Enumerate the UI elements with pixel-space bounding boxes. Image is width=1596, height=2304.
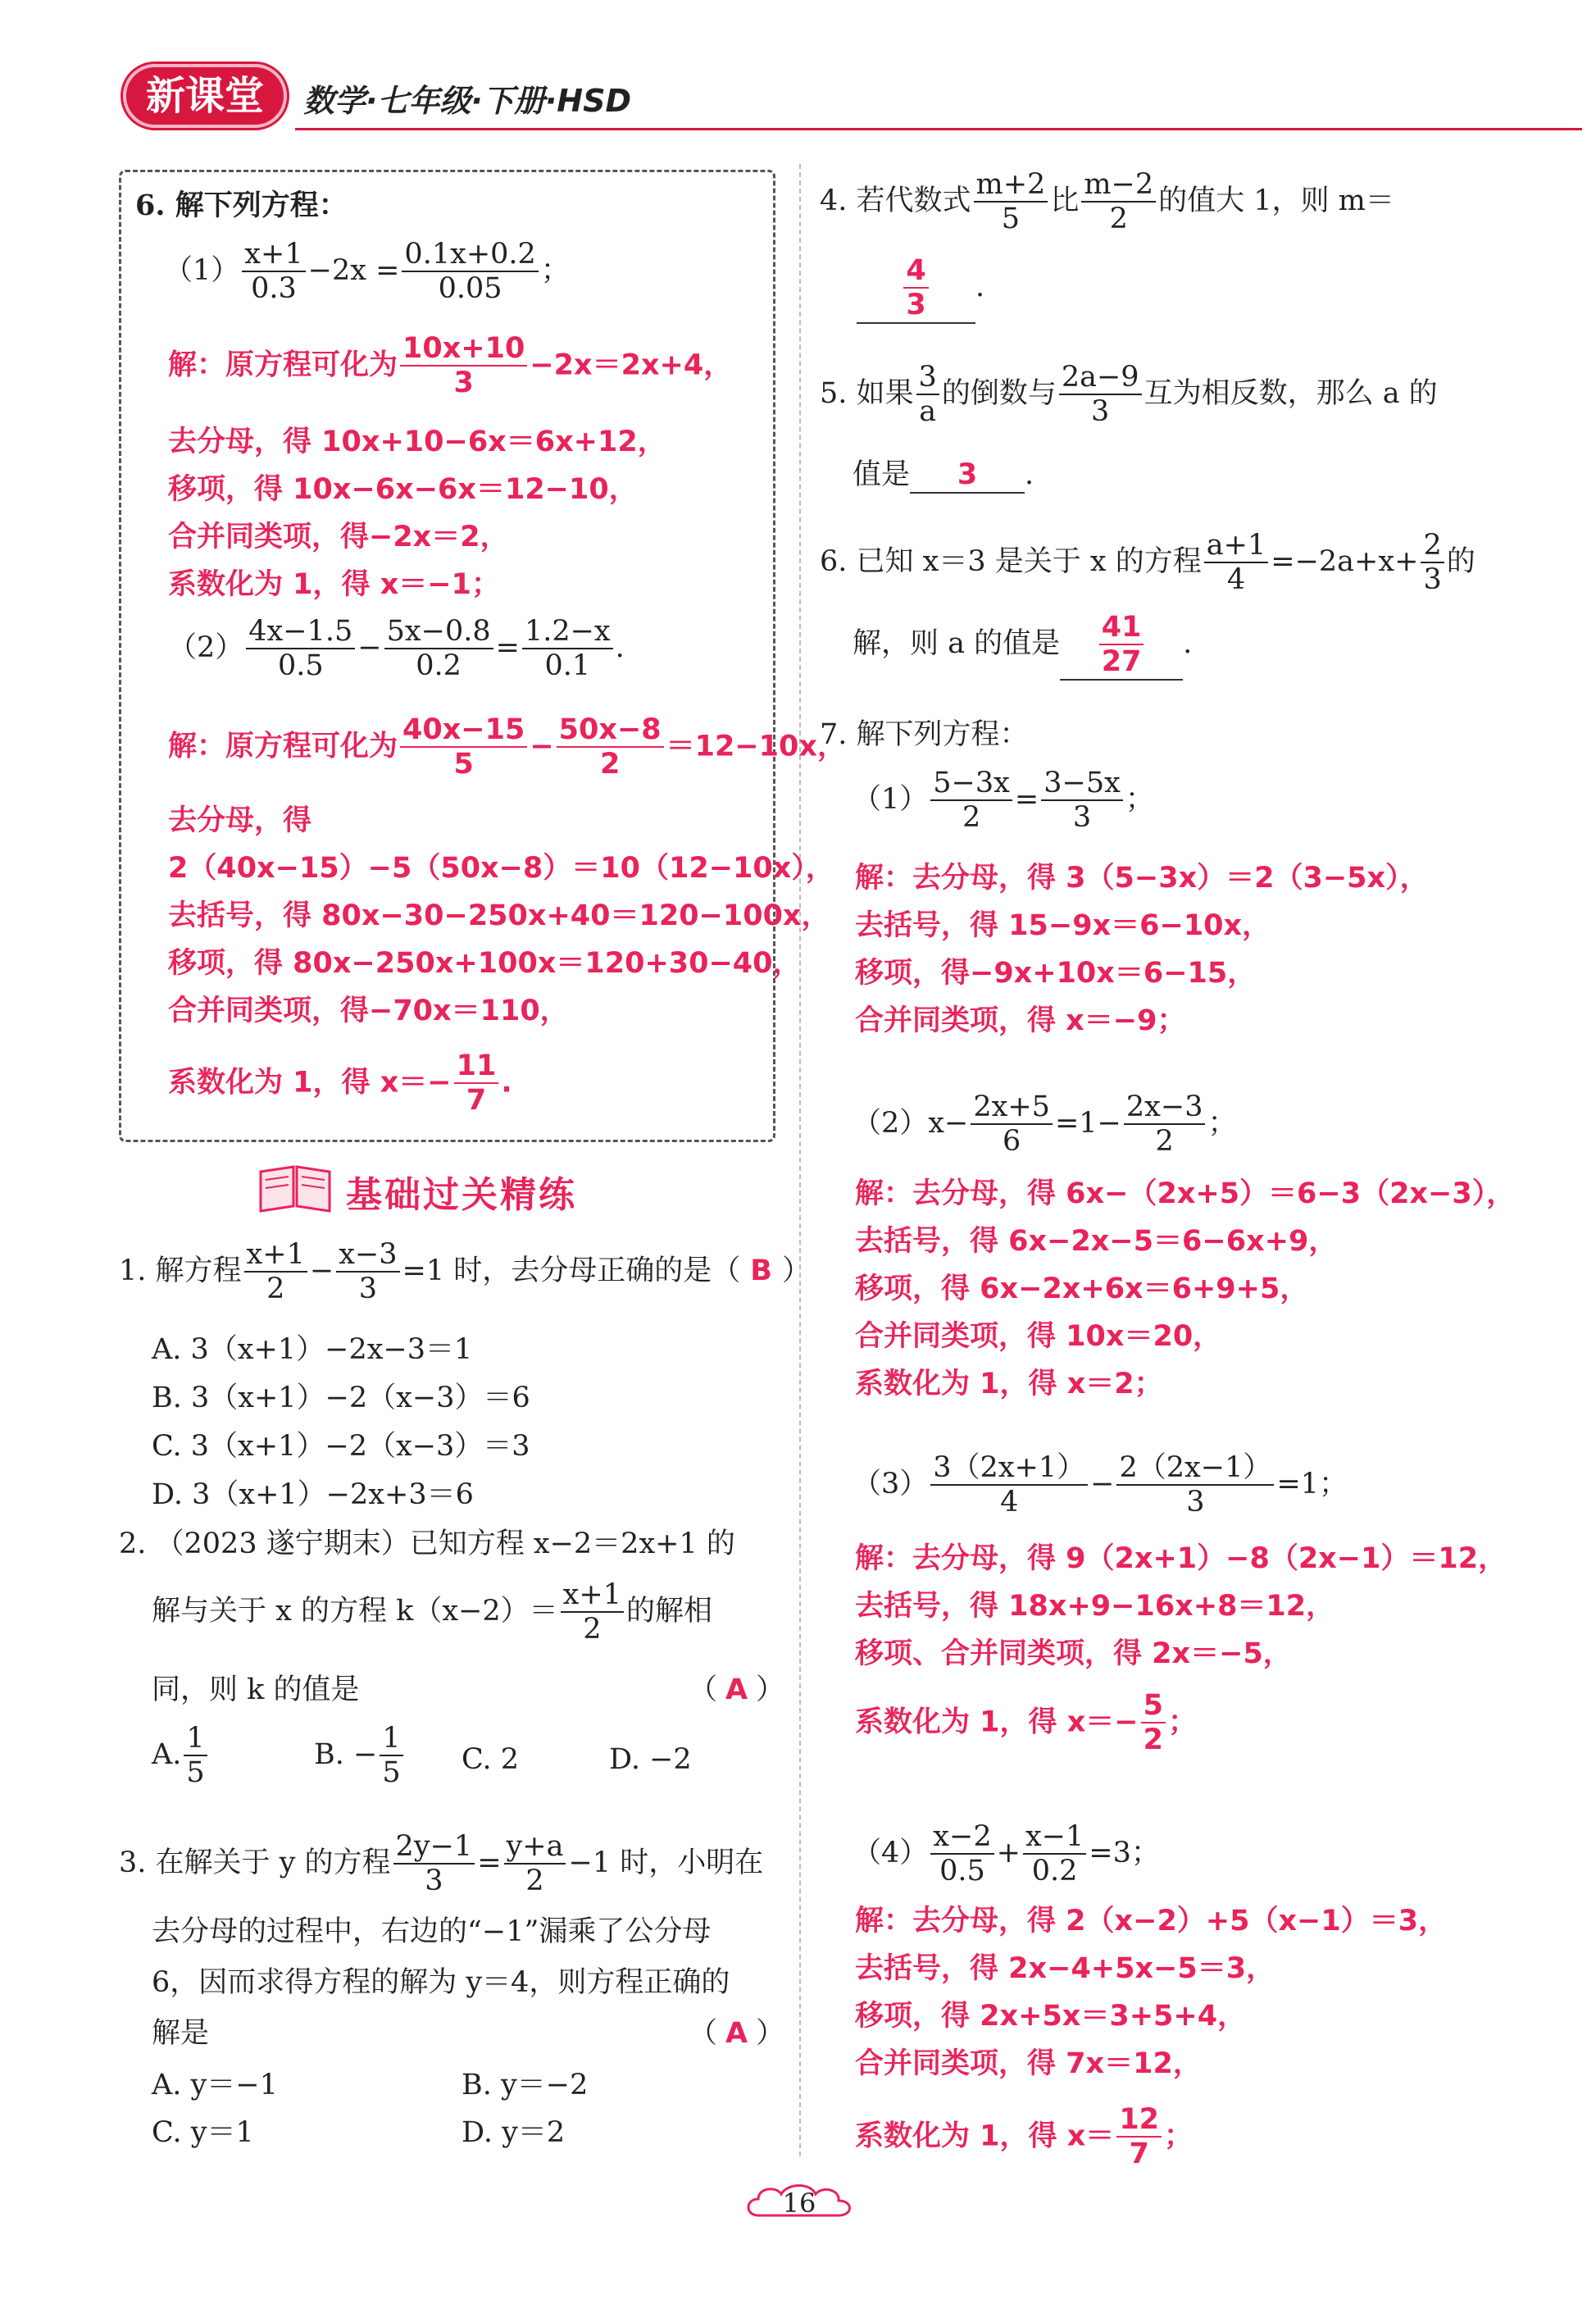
equation-text: .	[615, 631, 625, 664]
question-text: .	[975, 270, 985, 303]
fraction-den: 2	[583, 1613, 602, 1646]
fraction	[522, 615, 613, 683]
fraction-den: 2	[266, 1273, 285, 1306]
fraction	[400, 332, 527, 400]
q7-s4-line1: 解：去分母，得 2（x−2）+5（x−1）＝3，	[855, 1905, 1448, 1937]
logo-badge	[123, 64, 287, 128]
q7-s4-line3: 移项，得 2x+5x＝3+5+4，	[855, 2000, 1247, 2033]
solution-text: ＝12−10x，	[666, 730, 846, 763]
q7-s1-line3: 移项，得−9x+10x＝6−15，	[855, 957, 1257, 990]
fraction-den: 0.1	[544, 649, 591, 683]
q6-solution2-line2: 去分母，得	[168, 804, 312, 837]
fraction-den: 0.5	[939, 1855, 985, 1888]
q6-solution2-line7	[168, 1050, 512, 1118]
fraction-den: 5	[382, 1756, 401, 1790]
option-label: B. −	[314, 1737, 378, 1771]
fraction-num: 2a−9	[1059, 361, 1142, 395]
equation-text: =3；	[1089, 1836, 1160, 1869]
q1-option-a: A. 3（x+1）−2x−3＝1	[152, 1333, 473, 1366]
q2-line3: 同，则 k 的值是	[152, 1673, 360, 1706]
q3-line4: 解是	[152, 2017, 210, 2050]
fraction	[1041, 767, 1123, 835]
header	[107, 57, 1484, 131]
part-label: （1）	[164, 253, 240, 287]
fraction-num: 3	[916, 361, 939, 395]
fraction	[971, 1091, 1053, 1159]
fraction-num: 50x−8	[557, 713, 664, 748]
fraction	[504, 1830, 566, 1898]
q3-line2: 去分母的过程中，右边的“−1”漏乘了公分母	[152, 1915, 712, 1948]
fraction-num: a+1	[1204, 529, 1268, 563]
fraction	[400, 713, 527, 781]
fraction-num: 41	[1099, 611, 1144, 645]
q2-option-c: C. 2	[462, 1743, 520, 1776]
q7-s3-line3: 移项、合并同类项，得 2x＝−5，	[855, 1637, 1292, 1670]
fraction-den: 4	[1226, 563, 1246, 597]
q7-s2-line3: 移项，得 6x−2x+6x＝6+9+5，	[855, 1273, 1309, 1305]
question-text: .	[1025, 458, 1034, 491]
q1-option-b: B. 3（x+1）−2（x−3）＝6	[152, 1382, 530, 1414]
q6r-line1	[820, 529, 1476, 597]
fraction-den: 3	[453, 367, 474, 400]
q3-line3: 6，因而求得方程的解为 y＝4，则方程正确的	[152, 1966, 730, 1999]
q3-answer: （ A ）	[689, 2017, 785, 2050]
fraction	[244, 1238, 307, 1306]
fraction-den: 7	[466, 1084, 487, 1118]
q2-answer: （ A ）	[689, 1673, 785, 1706]
fraction-num: 11	[454, 1050, 499, 1084]
q6r-line2	[853, 611, 1192, 681]
question-text: 的	[1446, 544, 1476, 578]
fraction	[1124, 1091, 1206, 1159]
fraction-num: 10x+10	[400, 332, 527, 367]
equation-text: −	[357, 631, 382, 664]
fraction-num: 4x−1.5	[246, 615, 355, 649]
fraction-num: 4	[903, 254, 928, 289]
fraction-den: 0.2	[416, 649, 462, 683]
answer-choice: B	[750, 1254, 772, 1287]
fraction	[1023, 1820, 1086, 1888]
solution-text: 系数化为 1，得 x＝	[855, 2120, 1115, 2153]
q6-solution1-line3: 移项，得 10x−6x−6x＝12−10，	[168, 473, 638, 506]
equation-text: =	[1014, 782, 1039, 816]
question-text: 解与关于 x 的方程 k（x−2）＝	[152, 1594, 558, 1628]
q6-solution2-line4: 去括号，得 80x−30−250x+40＝120−100x，	[168, 899, 830, 932]
answer-blank: 3	[910, 458, 1025, 494]
fraction-num: 0.1x+0.2	[402, 238, 538, 272]
q7-part2	[853, 1091, 1237, 1159]
fraction-num: x−1	[1023, 1820, 1086, 1855]
fraction-den: 2	[525, 1865, 544, 1898]
question-text: 3. 在解关于 y 的方程	[119, 1846, 391, 1879]
fraction-num: y+a	[504, 1830, 566, 1865]
fraction-num: 2	[1421, 529, 1444, 563]
q3-option-b: B. y＝−2	[462, 2069, 589, 2101]
q6-solution2-line6: 合并同类项，得−70x＝110，	[168, 995, 569, 1027]
page-number: 16	[782, 2188, 816, 2219]
q7-s4-line2: 去括号，得 2x−4+5x−5＝3，	[855, 1952, 1275, 1985]
solution-text: −2x＝2x+4，	[530, 348, 733, 382]
fraction-num: 12	[1116, 2103, 1162, 2138]
equation-text: +	[996, 1836, 1021, 1869]
q7-s4-line5	[855, 2103, 1193, 2171]
q5-line2	[853, 458, 1034, 494]
fraction-num: 5	[1141, 1689, 1166, 1723]
fraction-den: 3	[1186, 1486, 1205, 1519]
q7-s1-line4: 合并同类项，得 x＝−9；	[855, 1004, 1186, 1037]
fraction-num: 3（2x+1）	[930, 1451, 1088, 1486]
fraction-den: 0.05	[438, 272, 502, 306]
question-text: 4. 若代数式	[820, 184, 971, 217]
equation-text: ；	[1125, 782, 1154, 816]
fraction-den: 2	[1155, 1125, 1174, 1159]
fraction-den: 7	[1129, 2138, 1149, 2171]
fraction	[1081, 168, 1156, 236]
q2-line1: 2. （2023 遂宁期末）已知方程 x−2＝2x+1 的	[119, 1528, 735, 1560]
part-label: （2）	[168, 631, 244, 664]
header-rule	[295, 128, 1582, 130]
solution-text: 系数化为 1，得 x＝−	[168, 1066, 452, 1100]
equation-text: ；	[540, 253, 570, 287]
fraction	[1116, 1451, 1274, 1519]
q6-solution2-line3: 2（40x−15）−5（50x−8）＝10（12−10x），	[168, 852, 834, 885]
page-number-badge	[742, 2179, 857, 2224]
solution-text: 系数化为 1，得 x＝−	[855, 1705, 1139, 1739]
q6-solution2-line1	[168, 713, 846, 781]
fraction-den: 3	[1072, 801, 1092, 835]
fraction	[1059, 361, 1142, 429]
fraction-num: 1	[380, 1722, 402, 1756]
fraction	[184, 1722, 207, 1790]
equation-text: −2x =	[307, 253, 400, 287]
q6-title	[135, 189, 348, 223]
equation-text: −	[1090, 1467, 1115, 1500]
fraction	[454, 1050, 499, 1118]
option-label: A.	[152, 1737, 182, 1771]
fraction	[246, 615, 355, 683]
fraction	[930, 1820, 994, 1888]
solution-text: 解：原方程可化为	[168, 730, 398, 763]
fraction	[930, 1451, 1088, 1519]
fraction-num: 3−5x	[1041, 767, 1123, 801]
answer-fraction	[903, 254, 928, 322]
equation-text: =1；	[1276, 1467, 1348, 1500]
fraction	[557, 713, 664, 781]
q3-option-c: C. y＝1	[152, 2116, 254, 2149]
fraction-den: 2	[1109, 203, 1128, 236]
fraction-num: 5−3x	[930, 767, 1012, 801]
q7-s3-line1: 解：去分母，得 9（2x+1）−8（2x−1）＝12，	[855, 1542, 1507, 1575]
solution-text: ；	[1164, 2120, 1194, 2153]
q3-line1	[119, 1830, 763, 1898]
q7-s2-line1: 解：去分母，得 6x−（2x+5）＝6−3（2x−3），	[855, 1177, 1516, 1210]
fraction-num: x+1	[561, 1578, 624, 1613]
q6-part1	[164, 238, 570, 306]
q2-line2	[152, 1578, 712, 1646]
logo-text: 新课堂	[146, 73, 265, 119]
answer-blank	[857, 254, 975, 324]
q7-part4	[853, 1820, 1160, 1888]
fraction	[402, 238, 538, 306]
solution-text: .	[501, 1066, 512, 1100]
part-label: （4）	[853, 1836, 929, 1869]
fraction-num: x−3	[336, 1238, 399, 1273]
fraction-num: 1	[184, 1722, 207, 1756]
fraction-den: 5	[186, 1756, 205, 1790]
fraction-den: 0.5	[277, 649, 324, 683]
equation-text: ；	[1207, 1106, 1237, 1140]
fraction-num: 2（2x−1）	[1116, 1451, 1274, 1486]
fraction-den: 6	[1003, 1125, 1021, 1159]
fraction-den: 3	[1423, 563, 1442, 597]
fraction	[974, 168, 1048, 236]
fraction-num: 5x−0.8	[384, 615, 493, 649]
q7-part3	[853, 1451, 1348, 1519]
q1-stem	[119, 1238, 811, 1306]
solution-text: ；	[1168, 1705, 1198, 1739]
fraction-num: x+1	[244, 1238, 307, 1273]
fraction-den: 5	[1001, 203, 1021, 236]
q4-line1	[820, 168, 1394, 236]
question-text: −	[309, 1254, 334, 1287]
q7-s2-line5: 系数化为 1，得 x＝2；	[855, 1368, 1163, 1400]
question-text: 互为相反数，那么 a 的	[1144, 376, 1438, 410]
question-text: ）	[781, 1254, 811, 1287]
fraction-den: 5	[453, 748, 474, 781]
fraction-num: x+1	[242, 238, 305, 272]
fraction-den: 3	[425, 1865, 443, 1898]
fraction	[336, 1238, 399, 1306]
fraction-den: 27	[1101, 645, 1142, 679]
equation-text: =	[495, 631, 520, 664]
fraction-den: 3	[906, 289, 926, 322]
fraction-den: 3	[358, 1273, 378, 1306]
q7-s2-line2: 去括号，得 6x−2x−5＝6−6x+9，	[855, 1225, 1338, 1258]
q1-option-d: D. 3（x+1）−2x+3＝6	[152, 1478, 474, 1511]
q7-s1-line2: 去括号，得 15−9x＝6−10x，	[855, 909, 1271, 942]
q5-line1	[820, 361, 1438, 429]
fraction-den: 2	[599, 748, 621, 781]
column-divider	[799, 164, 801, 2156]
q7-s3-line4	[855, 1689, 1197, 1757]
question-text: .	[1183, 626, 1193, 660]
question-text: 的值大 1，则 m＝	[1158, 184, 1394, 217]
fraction	[1116, 2103, 1162, 2171]
fraction	[1204, 529, 1268, 597]
answer-choice: A	[725, 1673, 748, 1706]
question-text: 5. 如果	[820, 376, 914, 410]
fraction-den: 2	[962, 801, 981, 835]
q2-option-b	[314, 1722, 406, 1790]
q7-title: 7. 解下列方程：	[820, 718, 1029, 751]
question-text: −1 时，小明在	[568, 1846, 764, 1879]
fraction-den: 0.2	[1031, 1855, 1078, 1888]
q7-s2-line4: 合并同类项，得 10x＝20，	[855, 1320, 1222, 1353]
question-text: =1 时，去分母正确的是（	[402, 1254, 741, 1287]
fraction-den: a	[919, 395, 937, 429]
book-icon	[254, 1160, 336, 1214]
q6-solution1-line2: 去分母，得 10x+10−6x＝6x+12，	[168, 426, 666, 458]
question-text: =	[477, 1846, 502, 1879]
q6-solution1-line5: 系数化为 1，得 x＝−1；	[168, 568, 500, 601]
fraction-num: 2x−3	[1124, 1091, 1206, 1125]
question-text: 1. 解方程	[119, 1254, 242, 1287]
fraction	[1421, 529, 1444, 597]
part-label: （2）x−	[853, 1106, 969, 1140]
fraction-den: 2	[1143, 1723, 1163, 1757]
fraction	[384, 615, 493, 683]
fraction	[561, 1578, 624, 1646]
question-text: 比	[1050, 184, 1080, 217]
fraction-den: 0.3	[251, 272, 297, 306]
fraction-num: 40x−15	[400, 713, 527, 748]
q6-part2	[168, 615, 625, 683]
solution-text: −	[530, 730, 554, 763]
fraction	[242, 238, 305, 306]
header-subtitle: 数学·七年级·下册·HSD	[303, 83, 632, 119]
fraction-den: 4	[1000, 1486, 1019, 1519]
question-text: 值是	[853, 458, 911, 491]
fraction	[930, 767, 1012, 835]
equation-text: =1−	[1054, 1106, 1121, 1140]
question-text: 的倒数与	[941, 376, 1057, 410]
fraction-num: x−2	[930, 1820, 994, 1855]
question-text: 的解相	[626, 1594, 713, 1628]
fraction	[1141, 1689, 1166, 1757]
q4-answer-line	[857, 254, 984, 324]
q1-option-c: C. 3（x+1）−2（x−3）＝3	[152, 1430, 530, 1463]
answer-fraction	[1099, 611, 1144, 679]
q3-option-d: D. y＝2	[462, 2116, 566, 2149]
q6-solution1-line1	[168, 332, 732, 400]
fraction-num: m−2	[1081, 168, 1156, 203]
part-label: （3）	[853, 1467, 929, 1500]
q2-option-d: D. −2	[609, 1743, 692, 1776]
fraction	[393, 1830, 475, 1898]
fraction-num: m+2	[974, 168, 1048, 203]
q7-s3-line2: 去括号，得 18x+9−16x+8＝12，	[855, 1590, 1335, 1623]
section-title: 基础过关精练	[346, 1174, 577, 1216]
question-text: 6. 已知 x＝3 是关于 x 的方程	[820, 544, 1202, 578]
q6-solution2-line5: 移项，得 80x−250x+100x＝120+30−40，	[168, 947, 802, 980]
fraction	[916, 361, 939, 429]
question-text: =−2a+x+	[1271, 544, 1419, 578]
fraction-num: 2x+5	[971, 1091, 1053, 1125]
answer-blank	[1060, 611, 1183, 681]
q6-title-text: 6. 解下列方程：	[135, 189, 348, 222]
answer-choice: A	[725, 2017, 748, 2050]
question-text: 解，则 a 的值是	[853, 626, 1061, 660]
q3-option-a: A. y＝−1	[152, 2069, 278, 2101]
solution-text: 解：原方程可化为	[168, 348, 398, 382]
fraction-den: 3	[1091, 395, 1110, 429]
fraction	[380, 1722, 402, 1790]
q7-s1-line1: 解：去分母，得 3（5−3x）＝2（3−5x），	[855, 862, 1429, 895]
q2-option-a	[152, 1722, 210, 1790]
q6-solution1-line4: 合并同类项，得−2x＝2，	[168, 521, 509, 553]
fraction-num: 1.2−x	[522, 615, 613, 649]
q7-part1	[853, 767, 1154, 835]
q7-s4-line4: 合并同类项，得 7x＝12，	[855, 2047, 1202, 2080]
part-label: （1）	[853, 782, 929, 816]
fraction-num: 2y−1	[393, 1830, 475, 1865]
